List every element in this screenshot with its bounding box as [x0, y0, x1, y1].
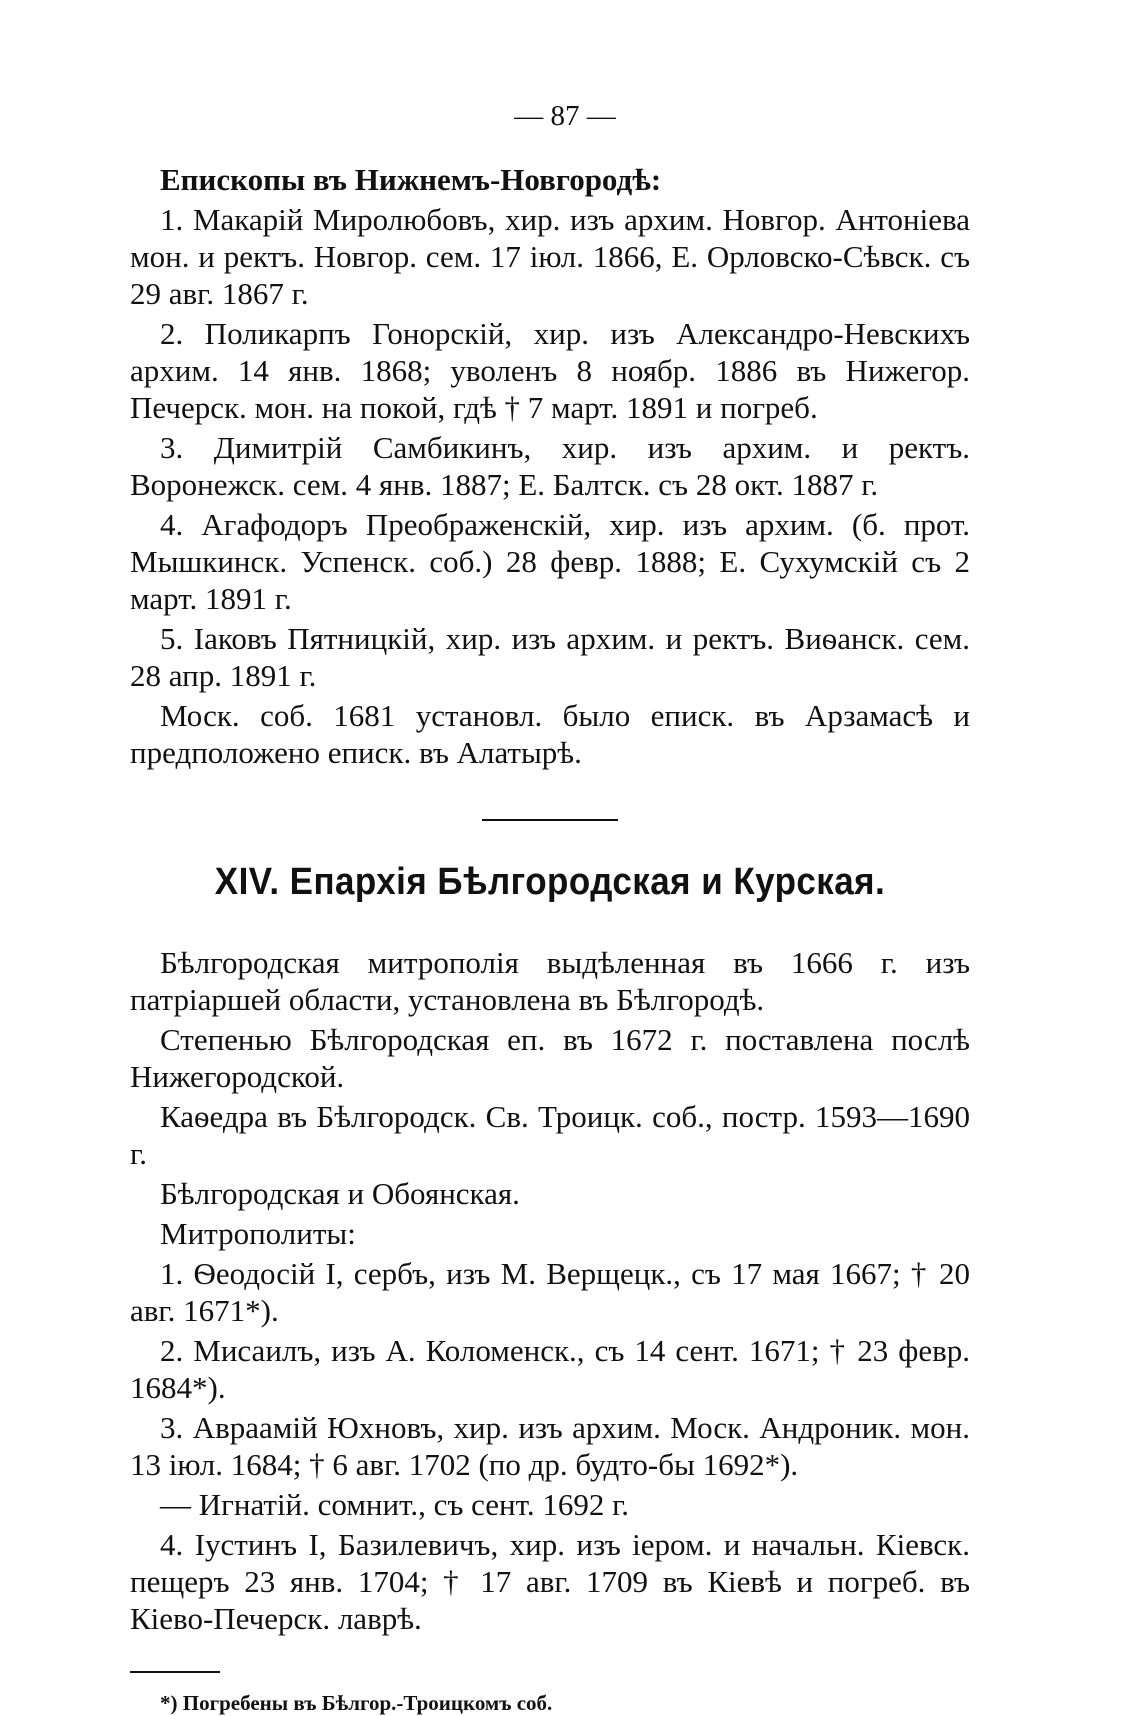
section-title: XIV. Епархія Бѣлгородская и Курская. [214, 861, 886, 903]
metropolitan-entry: 2. Мисаилъ, изъ А. Коломенск., съ 14 сент. 1671; † 23 февр. 1684*). [130, 1333, 970, 1405]
metropolitan-entry: 4. Іустинъ I, Базилевичъ, хир. изъ іером. и начальн. Кіевск. пещеръ 23 янв. 1704; † 17 авг. 1709 въ Кіевѣ и погреб. въ Кіево-Печерск. лаврѣ. [130, 1527, 970, 1636]
page-number: — 87 — [514, 100, 616, 132]
section-divider [482, 819, 618, 821]
section-intro: Каѳедра въ Бѣлгородск. Св. Троицк. соб., постр. 1593—1690 г. [130, 1099, 970, 1171]
section-intro: Бѣлгородская митрополія выдѣленная въ 1666 г. изъ патріаршей области, установлена въ Бѣлгородѣ. [130, 945, 970, 1017]
metropolitan-entry: — Игнатій. сомнит., съ сент. 1692 г. [160, 1487, 630, 1522]
metropolitan-entry: 1. Ѳеодосій I, сербъ, изъ М. Верщецк., съ 17 мая 1667; † 20 авг. 1671*). [130, 1256, 970, 1328]
document-page [130, 100, 970, 1716]
bishops-heading: Епископы въ Нижнемъ-Новгородѣ: [160, 162, 662, 197]
section-intro: Степенью Бѣлгородская еп. въ 1672 г. поставлена послѣ Нижегородской. [130, 1022, 970, 1094]
footnote-divider [130, 1671, 220, 1673]
section-intro: Бѣлгородская и Обоянская. [160, 1176, 520, 1211]
footnote: *) Погребены въ Бѣлгор.-Троицкомъ соб. [160, 1691, 553, 1715]
bishop-entry: 5. Іаковъ Пятницкій, хир. изъ архим. и ректъ. Виѳанск. сем. 28 апр. 1891 г. [130, 621, 970, 693]
bishop-entry: 3. Димитрій Самбикинъ, хир. изъ архим. и ректъ. Воронежск. сем. 4 янв. 1887; Е. Балтск. съ 28 окт. 1887 г. [130, 430, 970, 502]
council-note: Моск. соб. 1681 установл. было еписк. въ Арзамасѣ и предположено еписк. въ Алатырѣ. [130, 698, 970, 770]
metropolitan-entry: 3. Авраамій Юхновъ, хир. изъ архим. Моск. Андроник. мон. 13 іюл. 1684; † 6 авг. 1702 (по др. будто-бы 1692*). [130, 1410, 970, 1482]
bishop-entry: 1. Макарій Миролюбовъ, хир. изъ архим. Новгор. Антоніева мон. и ректъ. Новгор. сем. 17 іюл. 1866, Е. Орловско-Сѣвск. съ 29 авг. 1867 г. [130, 202, 970, 311]
metropolitans-heading: Митрополиты: [160, 1216, 356, 1251]
bishop-entry: 4. Агафодоръ Преображенскій, хир. изъ архим. (б. прот. Мышкинск. Успенск. соб.) 28 февр. 1888; Е. Сухумскій съ 2 март. 1891 г. [130, 507, 970, 616]
bishop-entry: 2. Поликарпъ Гонорскій, хир. изъ Александро-Невскихъ архим. 14 янв. 1868; уволенъ 8 ноябр. 1886 въ Нижегор. Печерск. мон. на покой, гдѣ † 7 март. 1891 и погреб. [130, 316, 970, 425]
